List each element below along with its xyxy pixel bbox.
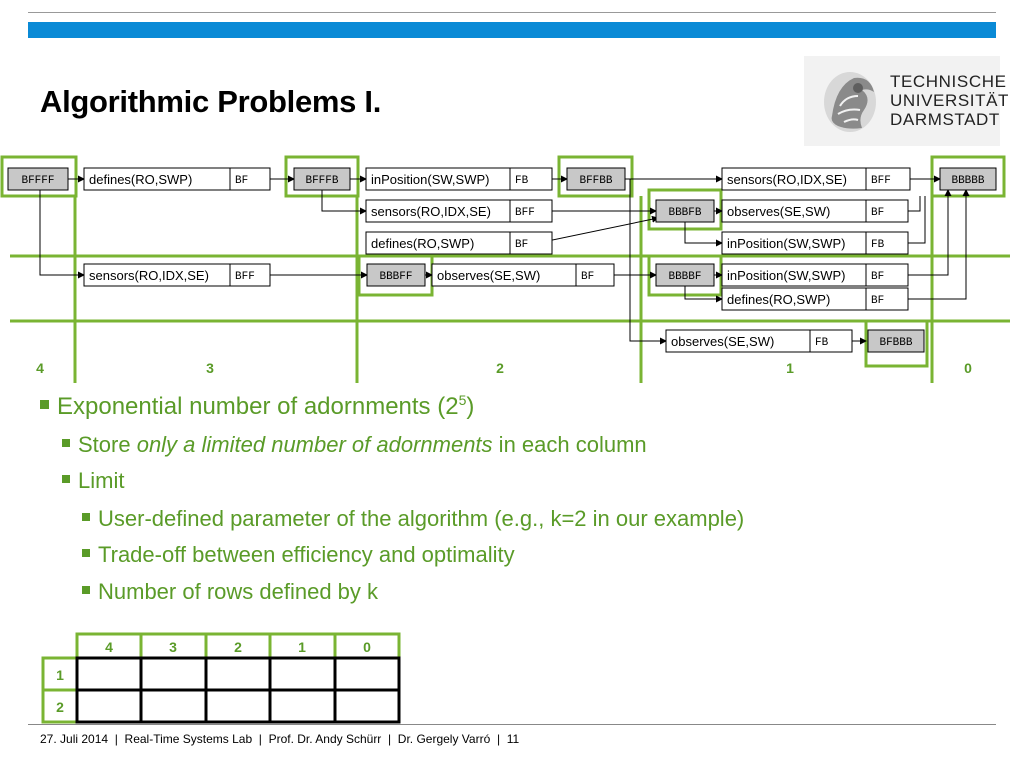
table-header-0: 0 <box>363 639 371 655</box>
rule-label: inPosition(SW,SWP) <box>727 236 846 251</box>
footer-sep: | <box>114 732 118 746</box>
node-bffff <box>8 168 68 190</box>
node-bbbff <box>367 264 425 286</box>
svg-text:BBBBF: BBBBF <box>668 271 702 283</box>
footer-lab: Real-Time Systems Lab <box>124 732 253 746</box>
adornment-nodes <box>8 168 996 352</box>
rule-label: inPosition(SW,SWP) <box>727 268 846 283</box>
table-row-label-1: 1 <box>56 667 64 683</box>
rule-label: defines(RO,SWP) <box>727 292 831 307</box>
rule-label: observes(SE,SW) <box>671 334 775 349</box>
footer-sep: | <box>387 732 392 746</box>
rule-label: observes(SE,SW) <box>437 268 541 283</box>
limit-table <box>43 634 399 722</box>
bullet-square-icon <box>82 586 90 594</box>
rule-adornment: BF <box>581 271 595 283</box>
logo-line-3: DARMSTADT <box>890 110 1000 129</box>
bullet-square-icon <box>40 400 49 409</box>
rule-label: sensors(RO,IDX,SE) <box>371 204 491 219</box>
footer-prof: Prof. Dr. Andy Schürr <box>268 732 382 746</box>
rule-adornment: BFF <box>515 207 535 219</box>
svg-text:BBBFB: BBBFB <box>668 207 702 219</box>
table-header-4: 4 <box>105 639 113 655</box>
svg-text:BBBBB: BBBBB <box>951 175 985 187</box>
column-number-0: 0 <box>964 360 972 376</box>
node-bfbbb <box>868 330 924 352</box>
rule-adornment: FB <box>515 175 529 187</box>
rule-label: inPosition(SW,SWP) <box>371 172 490 187</box>
node-bfffb <box>294 168 350 190</box>
footer-date: 27. Juli 2014 <box>40 732 109 746</box>
bullet-square-icon <box>82 549 90 557</box>
rule-adornment: BFF <box>235 271 255 283</box>
node-bbbfb <box>656 200 714 222</box>
table-header-3: 3 <box>169 639 177 655</box>
column-numbers <box>36 360 972 376</box>
rule-label: observes(SE,SW) <box>727 204 831 219</box>
rule-adornment: FB <box>871 239 885 251</box>
rule-adornment: BF <box>871 271 885 283</box>
page-number: 11 <box>506 732 520 746</box>
bullet-square-icon <box>82 513 90 521</box>
rule-label: sensors(RO,IDX,SE) <box>89 268 209 283</box>
bullet-square-icon <box>62 439 70 447</box>
bullet-rows: Number of rows defined by k <box>82 579 378 605</box>
footer-sep: | <box>258 732 262 746</box>
bullet-store: Store only a limited number of adornments in each column <box>62 432 647 458</box>
column-number-2: 2 <box>496 360 504 376</box>
bullet-limit: Limit <box>62 468 124 494</box>
footer-line <box>28 724 996 725</box>
bullet-square-icon <box>62 475 70 483</box>
bullet-trade-off: Trade-off between efficiency and optimality <box>82 542 515 568</box>
slide-title: Algorithmic Problems I. <box>40 84 382 119</box>
table-header-2: 2 <box>234 639 242 655</box>
rule-label: defines(RO,SWP) <box>371 236 475 251</box>
footer-dr: Dr. Gergely Varró <box>397 732 491 746</box>
rule-adornment: BF <box>515 239 529 251</box>
rule-label: sensors(RO,IDX,SE) <box>727 172 847 187</box>
rule-boxes <box>84 168 913 352</box>
column-number-3: 3 <box>206 360 214 376</box>
column-number-4: 4 <box>36 360 44 376</box>
column-number-1: 1 <box>786 360 794 376</box>
footer <box>40 732 519 746</box>
rule-adornment: FB <box>815 337 829 349</box>
svg-text:BFFBB: BFFBB <box>579 175 613 187</box>
footer-sep: | <box>496 732 501 746</box>
rule-adornment: BFF <box>871 175 891 187</box>
logo-line-1: TECHNISCHE <box>890 72 1007 91</box>
svg-text:BFFFB: BFFFB <box>305 175 339 187</box>
rule-label: defines(RO,SWP) <box>89 172 193 187</box>
logo-line-2: UNIVERSITÄT <box>890 91 1010 110</box>
table-row-label-2: 2 <box>56 699 64 715</box>
rule-adornment: BF <box>871 207 885 219</box>
svg-text:BBBFF: BBBFF <box>379 271 413 283</box>
node-bbbbb <box>940 168 996 190</box>
node-bbbbf <box>656 264 714 286</box>
svg-text:BFFFF: BFFFF <box>21 175 55 187</box>
rule-adornment: BF <box>871 295 885 307</box>
bullet-user-defined: User-defined parameter of the algorithm (e.g., k=2 in our example) <box>82 506 744 532</box>
svg-text:BFBBB: BFBBB <box>879 337 913 349</box>
table-header-1: 1 <box>298 639 306 655</box>
node-bffbb <box>567 168 625 190</box>
bullet-exponential: Exponential number of adornments $(2^5)$ <box>40 392 474 421</box>
rule-adornment: BF <box>235 175 249 187</box>
